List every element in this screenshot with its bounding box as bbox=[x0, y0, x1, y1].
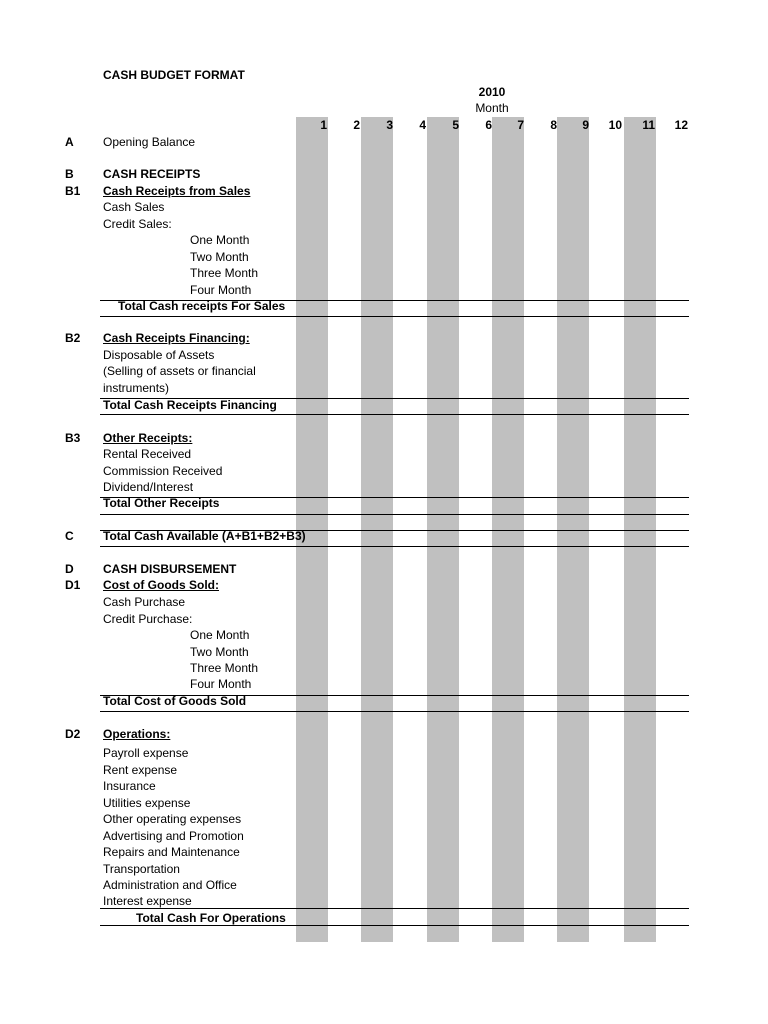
row-label: Payroll expense bbox=[103, 746, 189, 760]
month-number-8: 8 bbox=[550, 118, 557, 132]
row-label: Three Month bbox=[190, 661, 259, 675]
total-rule bbox=[100, 316, 689, 317]
row-label: Credit Sales: bbox=[103, 217, 172, 231]
total-label: Total Cash Receipts Financing bbox=[103, 398, 277, 412]
row-label: Interest expense bbox=[103, 894, 192, 908]
total-label: Total Cash For Operations bbox=[136, 911, 286, 925]
section-heading: Cash Receipts from Sales bbox=[103, 184, 251, 198]
section-heading: Cost of Goods Sold: bbox=[103, 578, 219, 592]
row-label: Commission Received bbox=[103, 464, 223, 478]
row-label: Disposable of Assets bbox=[103, 348, 215, 362]
month-number-2: 2 bbox=[353, 118, 360, 132]
total-label: CASH RECEIPTS bbox=[103, 167, 201, 181]
month-number-11: 11 bbox=[642, 118, 655, 132]
section-heading: Cash Receipts Financing: bbox=[103, 331, 250, 345]
row-label: Two Month bbox=[190, 250, 249, 264]
row-code: B bbox=[65, 167, 74, 181]
row-code: D2 bbox=[65, 727, 81, 741]
month-number-6: 6 bbox=[485, 118, 492, 132]
document-title: CASH BUDGET FORMAT bbox=[103, 68, 245, 82]
total-rule bbox=[100, 925, 689, 926]
row-code: B3 bbox=[65, 431, 81, 445]
month-number-4: 4 bbox=[419, 118, 426, 132]
row-label: instruments) bbox=[103, 381, 170, 395]
total-label: Total Other Receipts bbox=[103, 496, 220, 510]
row-label: Two Month bbox=[190, 645, 249, 659]
total-label: Total Cash receipts For Sales bbox=[118, 299, 286, 313]
row-label: One Month bbox=[190, 233, 250, 247]
total-label: Total Cash Available (A+B1+B2+B3) bbox=[103, 529, 306, 543]
row-code: A bbox=[65, 135, 74, 149]
total-rule bbox=[100, 530, 689, 531]
row-label: Dividend/Interest bbox=[103, 480, 194, 494]
total-rule bbox=[100, 546, 689, 547]
row-label: Four Month bbox=[190, 677, 252, 691]
row-code: C bbox=[65, 529, 74, 543]
total-rule bbox=[100, 300, 689, 301]
row-label: Rental Received bbox=[103, 447, 192, 461]
month-number-12: 12 bbox=[674, 118, 688, 132]
month-header: Month bbox=[475, 101, 509, 115]
row-label: Rent expense bbox=[103, 763, 178, 777]
month-number-5: 5 bbox=[452, 118, 459, 132]
row-label: (Selling of assets or financial bbox=[103, 364, 256, 378]
row-code: D1 bbox=[65, 578, 81, 592]
month-number-9: 9 bbox=[582, 118, 589, 132]
row-label: Advertising and Promotion bbox=[103, 829, 244, 843]
row-code: B2 bbox=[65, 331, 81, 345]
row-label: Utilities expense bbox=[103, 796, 191, 810]
total-rule bbox=[100, 695, 689, 696]
row-label: Credit Purchase: bbox=[103, 612, 193, 626]
row-label: Other operating expenses bbox=[103, 812, 242, 826]
row-label: Transportation bbox=[103, 862, 180, 876]
row-label: Cash Purchase bbox=[103, 595, 186, 609]
total-label: Total Cost of Goods Sold bbox=[103, 694, 247, 708]
month-number-3: 3 bbox=[386, 118, 393, 132]
total-rule bbox=[100, 711, 689, 712]
total-rule bbox=[100, 414, 689, 415]
section-heading: Operations: bbox=[103, 727, 171, 741]
total-rule bbox=[100, 514, 689, 515]
total-rule bbox=[100, 908, 689, 909]
section-heading: Other Receipts: bbox=[103, 431, 193, 445]
total-rule bbox=[100, 497, 689, 498]
row-label: Insurance bbox=[103, 779, 156, 793]
total-label: CASH DISBURSEMENT bbox=[103, 562, 237, 576]
year-header: 2010 bbox=[478, 85, 506, 99]
row-code: B1 bbox=[65, 184, 81, 198]
row-label: Cash Sales bbox=[103, 200, 165, 214]
row-label: Four Month bbox=[190, 283, 252, 297]
month-number-1: 1 bbox=[320, 118, 327, 132]
row-label: One Month bbox=[190, 628, 250, 642]
row-code: D bbox=[65, 562, 74, 576]
row-label: Three Month bbox=[190, 266, 259, 280]
month-number-7: 7 bbox=[517, 118, 524, 132]
row-label: Administration and Office bbox=[103, 878, 237, 892]
total-rule bbox=[100, 398, 689, 399]
month-number-10: 10 bbox=[608, 118, 622, 132]
row-label: Repairs and Maintenance bbox=[103, 845, 240, 859]
row-label: Opening Balance bbox=[103, 135, 196, 149]
